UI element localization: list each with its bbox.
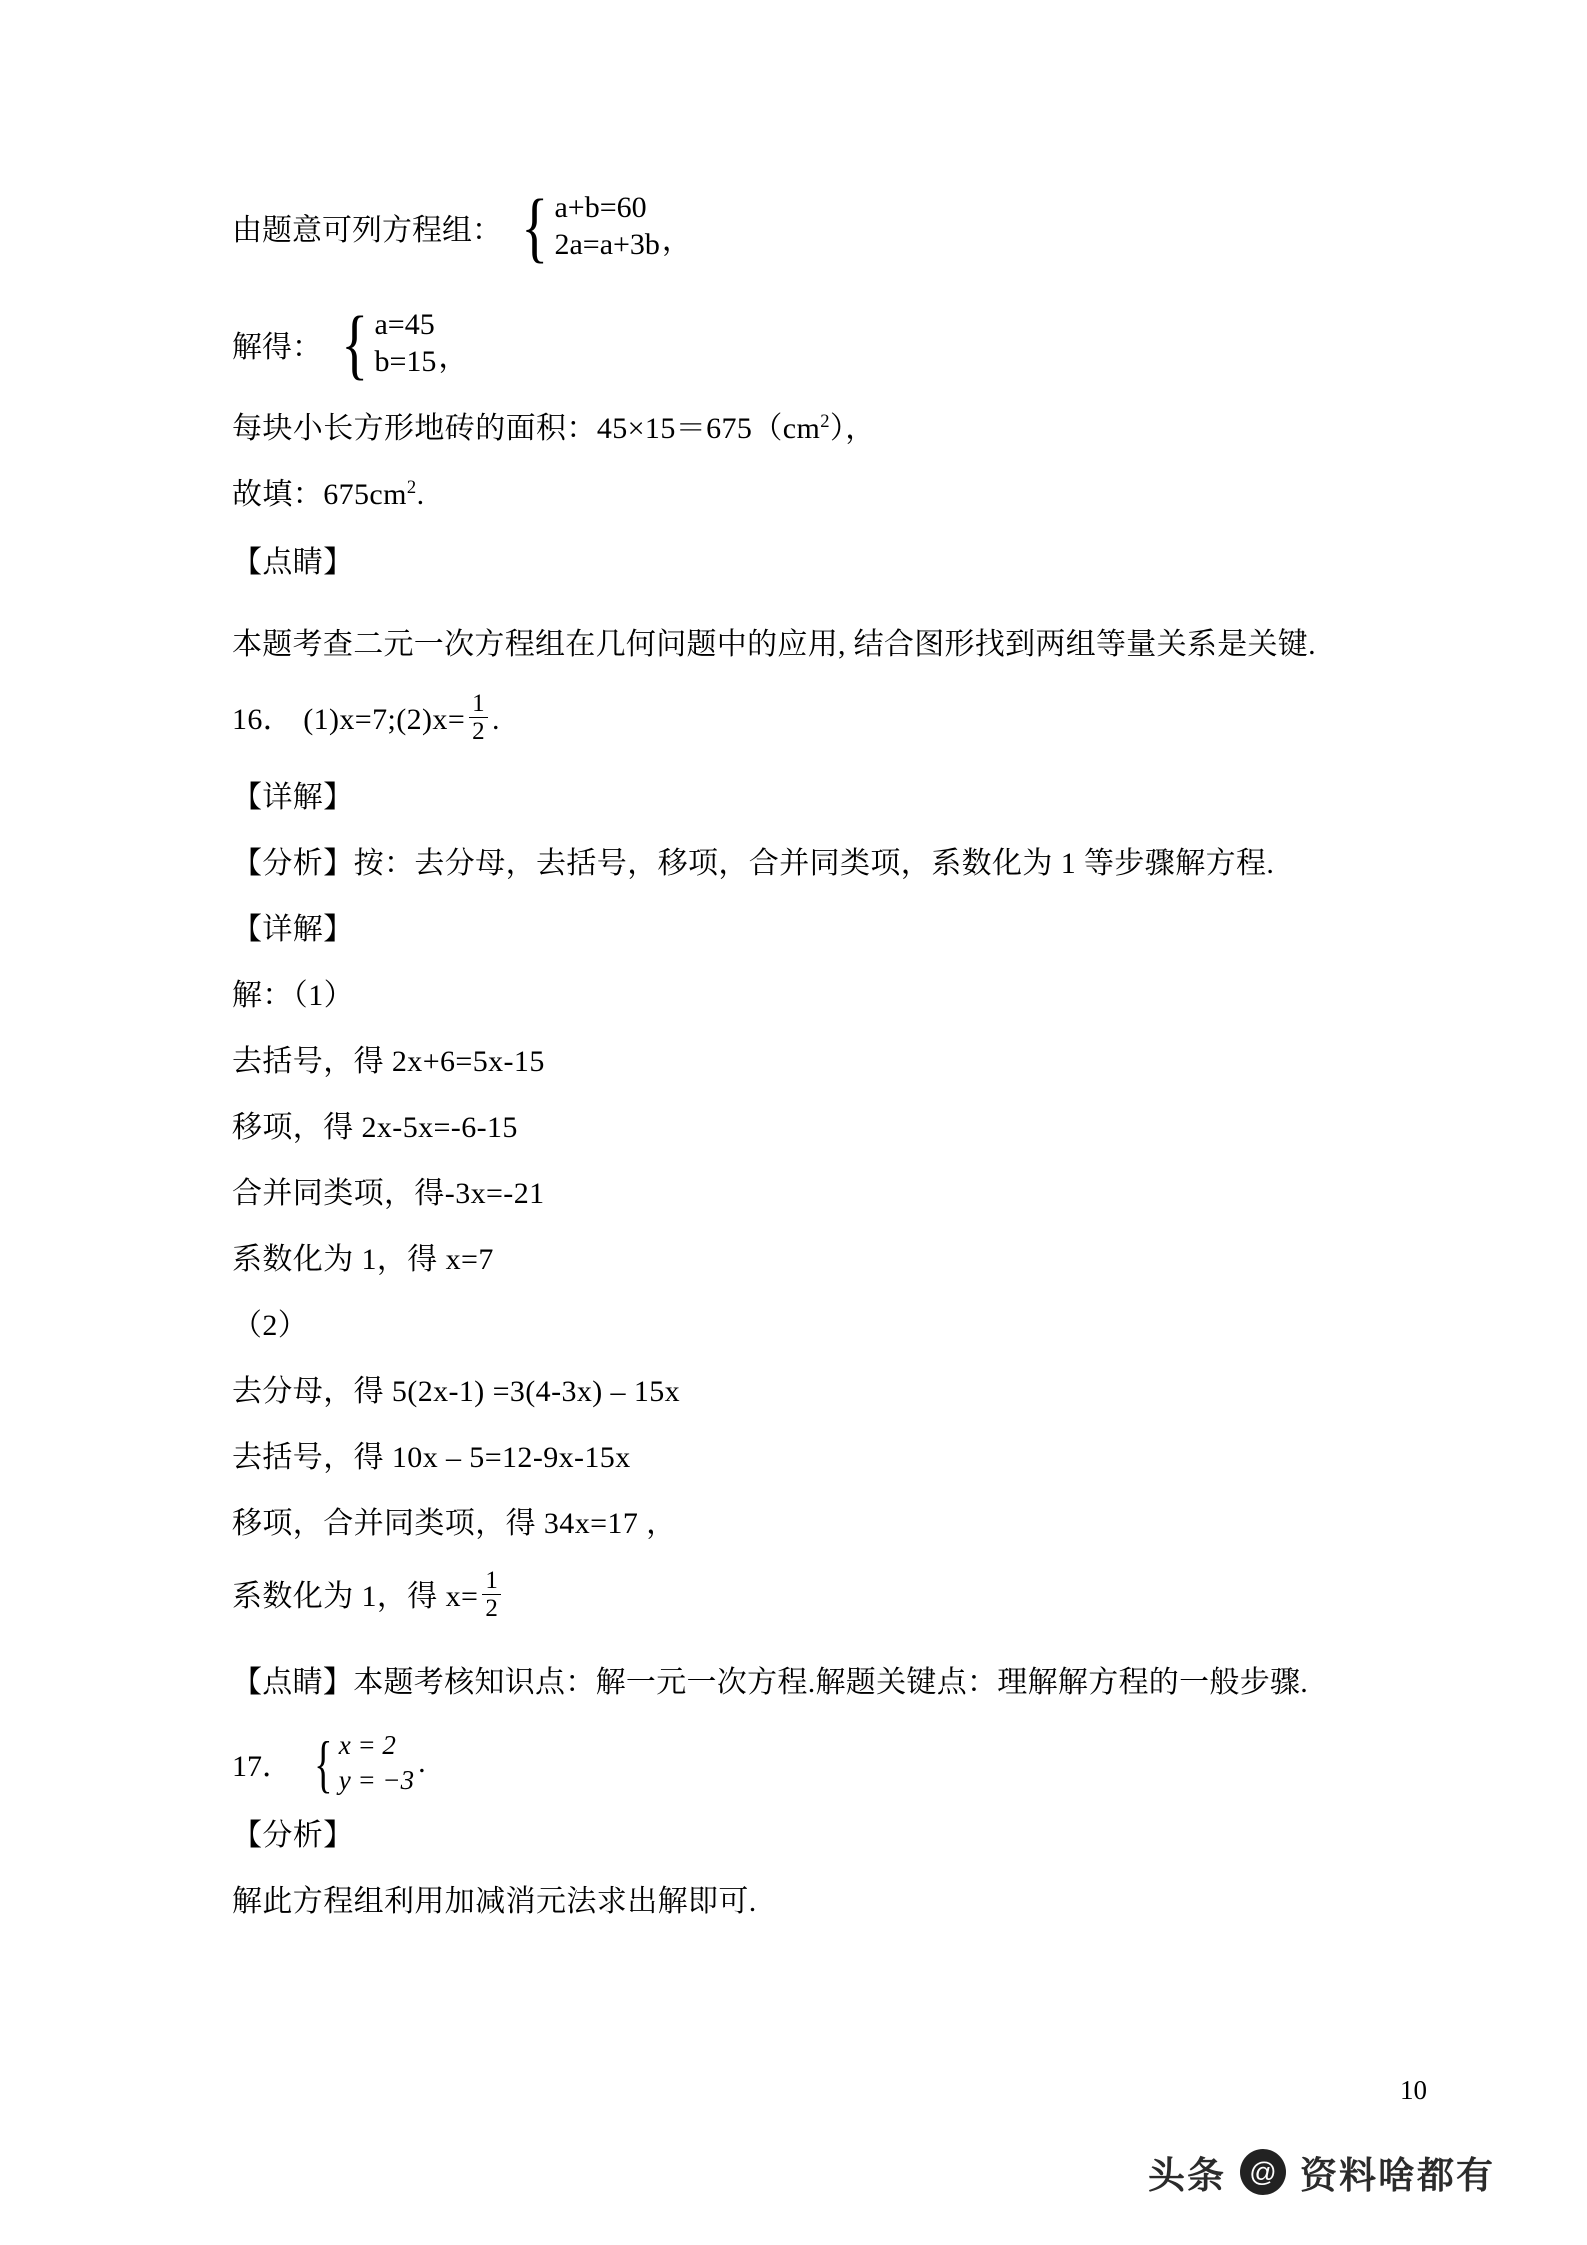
item-17-suffix: .: [418, 1746, 426, 1780]
solution-part-2-step-2: 去括号，得 10x – 5=12-9x-15x: [232, 1441, 631, 1475]
solution-part-2-header: （2）: [232, 1309, 309, 1343]
equation-system-2-row-1: a=45: [374, 308, 435, 342]
item-16-fraction: [469, 690, 488, 745]
solution-part-1-step-4: 系数化为 1，得 x=7: [232, 1243, 494, 1277]
solution-part-1-header: 解：（1）: [232, 979, 354, 1013]
equation-system-1: [232, 182, 1362, 270]
left-brace-icon: {: [521, 182, 549, 270]
equation-system-2-brace-group: [336, 299, 469, 387]
left-brace-icon: {: [314, 1727, 333, 1799]
solution-part-2-final-step: [232, 1569, 1362, 1624]
watermark-account-name: 资料啥都有: [1300, 2155, 1495, 2196]
page-number: 10: [1400, 2075, 1427, 2105]
watermark: [1148, 2145, 1495, 2199]
solution-part-2-final-prefix: 系数化为 1，得 x=: [232, 1579, 479, 1613]
item-17-row-1: x = 2: [338, 1730, 396, 1761]
item-16-number: 16．: [232, 702, 294, 736]
dianjing-body-2: 【点睛】本题考核知识点：解一元一次方程.解题关键点：理解解方程的一般步骤.: [232, 1666, 1309, 1700]
fill-line-prefix: 故填：: [232, 478, 324, 512]
solution-part-1-step-1: 去括号，得 2x+6=5x-15: [232, 1045, 545, 1079]
item-16-fraction-numerator: 1: [469, 690, 488, 718]
dianjing-heading-1: 【点睛】: [232, 546, 354, 580]
item-17-number: 17．: [232, 1750, 292, 1784]
area-line-suffix: ），: [829, 412, 876, 446]
solution-part-2-fraction: [482, 1567, 501, 1622]
equation-system-2: [232, 299, 1362, 387]
item-17-answer: [232, 1728, 1362, 1798]
item-17-rows: [339, 1728, 414, 1798]
equation-system-1-rows: [554, 190, 659, 263]
solution-part-2-step-1: 去分母，得 5(2x-1) =3(4-3x) – 15x: [232, 1375, 681, 1409]
equation-system-2-rows: [374, 307, 436, 380]
left-brace-icon: {: [341, 299, 369, 387]
fenxi-heading-2: 【分析】: [232, 1818, 354, 1852]
equation-system-1-label: 由题意可列方程组：: [232, 213, 502, 247]
equation-system-2-trailing-comma: ，: [438, 341, 469, 375]
watermark-at-icon: @: [1240, 2149, 1286, 2195]
fenxi-line-1: 【分析】按：去分母，去括号，移项，合并同类项，系数化为 1 等步骤解方程.: [232, 847, 1275, 881]
fill-line-value: 675cm: [323, 478, 407, 512]
equation-system-1-row-2: 2a=a+3b: [554, 227, 660, 261]
area-line-exponent: 2: [820, 411, 830, 433]
solution-part-2-step-3: 移项，合并同类项，得 34x=17 ，: [232, 1507, 677, 1541]
xiangjie-heading-1: 【详解】: [232, 781, 354, 815]
fenxi-body-2: 解此方程组利用加减消元法求出解即可.: [232, 1884, 757, 1918]
equation-system-2-label: 解得：: [232, 330, 322, 364]
area-line-expression: 45×15＝675（cm: [596, 412, 821, 446]
solution-part-1-step-2: 移项，得 2x-5x=-6-15: [232, 1111, 518, 1145]
equation-system-1-trailing-comma: ，: [661, 224, 692, 258]
item-17-row-2: y = −3: [338, 1765, 415, 1796]
fill-line-suffix: .: [416, 478, 425, 512]
item-16-answer: [232, 692, 1362, 747]
equation-system-1-row-1: a+b=60: [554, 191, 647, 224]
area-calculation-line: [232, 411, 1362, 446]
watermark-logo: 头条: [1148, 2155, 1226, 2196]
fill-line-exponent: 2: [406, 477, 417, 499]
dianjing-body-1: 本题考查二元一次方程组在几何问题中的应用, 结合图形找到两组等量关系是关键.: [232, 628, 1316, 662]
equation-system-1-brace-group: [516, 182, 692, 270]
equation-system-2-row-2: b=15: [374, 344, 437, 378]
page-content: [232, 182, 1362, 1953]
xiangjie-heading-2: 【详解】: [232, 913, 354, 947]
item-16-suffix: .: [492, 702, 500, 736]
item-16-parts: (1)x=7;(2)x=: [303, 702, 466, 736]
area-line-prefix: 每块小长方形地砖的面积：: [232, 412, 597, 446]
item-16-fraction-denominator: 2: [472, 718, 486, 746]
fill-answer-line: [232, 477, 1362, 512]
solution-part-1-step-3: 合并同类项，得-3x=-21: [232, 1177, 545, 1211]
solution-part-2-fraction-numerator: 1: [482, 1567, 501, 1595]
solution-part-2-fraction-denominator: 2: [485, 1595, 499, 1623]
